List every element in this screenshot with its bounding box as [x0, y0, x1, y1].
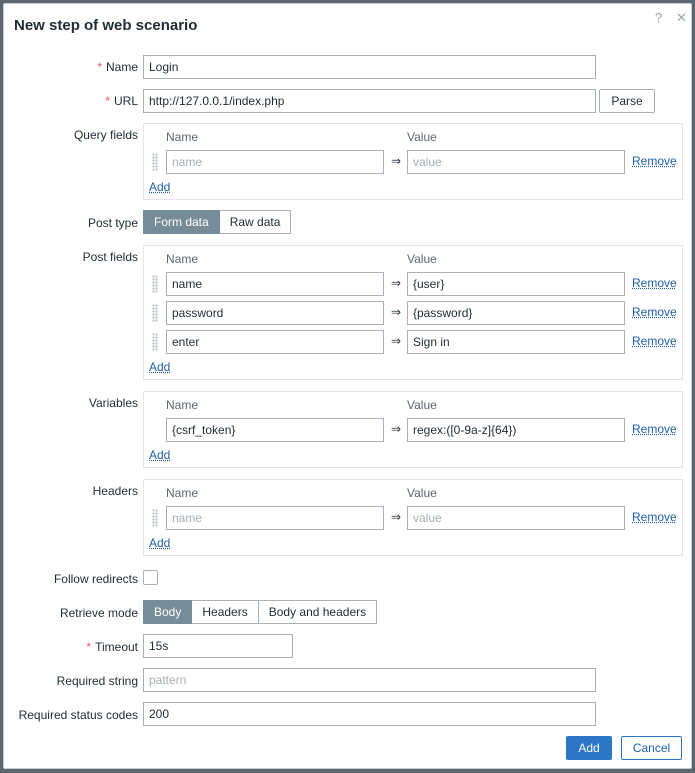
follow-redirects-checkbox[interactable] [143, 570, 158, 585]
arrow-icon: ⇒ [391, 510, 402, 524]
post-type-raw-data[interactable]: Raw data [220, 210, 292, 234]
dialog-title: New step of web scenario [14, 17, 198, 34]
remove-link[interactable]: Remove [632, 334, 677, 348]
add-button[interactable]: Add [566, 736, 612, 760]
retrieve-mode-body[interactable]: Body [143, 600, 192, 624]
variable-name-input[interactable]: {csrf_token} [166, 418, 384, 442]
post-fields-label: Post fields [82, 250, 138, 264]
query-fields-label: Query fields [73, 128, 138, 142]
add-post-field-link[interactable]: Add [149, 360, 171, 374]
add-header-link[interactable]: Add [149, 536, 171, 550]
arrow-icon: ⇒ [391, 305, 402, 319]
timeout-label: * Timeout [86, 640, 138, 654]
help-icon[interactable]: ? [655, 10, 663, 25]
table-row [144, 506, 682, 530]
query-name-input[interactable]: name [166, 150, 384, 174]
remove-link[interactable]: Remove [632, 305, 677, 319]
column-header-name: Name [166, 130, 199, 144]
query-fields-table [143, 123, 683, 200]
drag-handle-icon[interactable] [152, 304, 158, 322]
required-string-label: Required string [56, 674, 138, 688]
variable-value-input[interactable]: regex:([0-9a-z]{64}) [407, 418, 625, 442]
retrieve-mode-label: Retrieve mode [59, 606, 138, 620]
required-status-codes-label: Required status codes [18, 708, 138, 722]
arrow-icon: ⇒ [391, 154, 402, 168]
post-field-value-input[interactable]: {password} [407, 301, 625, 325]
url-input[interactable]: http://127.0.0.1/index.php [143, 89, 596, 113]
drag-handle-icon[interactable] [152, 333, 158, 351]
required-mark: * [97, 60, 102, 74]
headers-table [143, 479, 683, 556]
drag-handle-icon[interactable] [152, 509, 158, 527]
table-row [144, 150, 682, 174]
name-label: * Name [97, 60, 138, 74]
required-status-codes-input[interactable]: 200 [143, 702, 596, 726]
url-label: * URL [105, 94, 138, 108]
arrow-icon: ⇒ [391, 334, 402, 348]
table-row [144, 418, 682, 442]
required-string-input[interactable]: pattern [143, 668, 596, 692]
column-header-name: Name [166, 398, 199, 412]
column-header-value: Value [407, 398, 437, 412]
follow-redirects-label: Follow redirects [53, 572, 138, 586]
remove-link[interactable]: Remove [632, 422, 677, 436]
column-header-value: Value [407, 486, 437, 500]
add-query-field-link[interactable]: Add [149, 180, 171, 194]
cancel-button[interactable]: Cancel [621, 736, 682, 760]
post-type-segmented [143, 210, 291, 234]
arrow-icon: ⇒ [391, 422, 402, 436]
column-header-name: Name [166, 252, 199, 266]
post-field-value-input[interactable]: Sign in [407, 330, 625, 354]
add-variable-link[interactable]: Add [149, 448, 171, 462]
remove-link[interactable]: Remove [632, 510, 677, 524]
remove-link[interactable]: Remove [632, 276, 677, 290]
drag-handle-icon[interactable] [152, 153, 158, 171]
post-field-name-input[interactable]: name [166, 272, 384, 296]
retrieve-mode-segmented [143, 600, 377, 624]
close-icon[interactable]: ✕ [676, 10, 687, 25]
drag-handle-icon[interactable] [152, 275, 158, 293]
post-type-label: Post type [87, 216, 138, 230]
web-scenario-step-dialog [3, 3, 692, 769]
timeout-input[interactable]: 15s [143, 634, 293, 658]
table-row [144, 301, 682, 325]
headers-label: Headers [92, 484, 138, 498]
post-fields-table [143, 245, 683, 380]
remove-link[interactable]: Remove [632, 154, 677, 168]
retrieve-mode-headers[interactable]: Headers [192, 600, 258, 624]
column-header-value: Value [407, 130, 437, 144]
name-input[interactable]: Login [143, 55, 596, 79]
variables-table [143, 391, 683, 468]
table-row [144, 272, 682, 296]
parse-button[interactable]: Parse [599, 89, 655, 113]
post-field-value-input[interactable]: {user} [407, 272, 625, 296]
retrieve-mode-body-and-headers[interactable]: Body and headers [259, 600, 377, 624]
column-header-value: Value [407, 252, 437, 266]
post-type-form-data[interactable]: Form data [143, 210, 220, 234]
required-mark: * [86, 640, 92, 654]
query-value-input[interactable]: value [407, 150, 625, 174]
post-field-name-input[interactable]: enter [166, 330, 384, 354]
variables-label: Variables [88, 396, 138, 410]
required-mark: * [105, 94, 110, 108]
header-value-input[interactable]: value [407, 506, 625, 530]
arrow-icon: ⇒ [391, 276, 402, 290]
post-field-name-input[interactable]: password [166, 301, 384, 325]
header-name-input[interactable]: name [166, 506, 384, 530]
table-row [144, 330, 682, 354]
column-header-name: Name [166, 486, 199, 500]
